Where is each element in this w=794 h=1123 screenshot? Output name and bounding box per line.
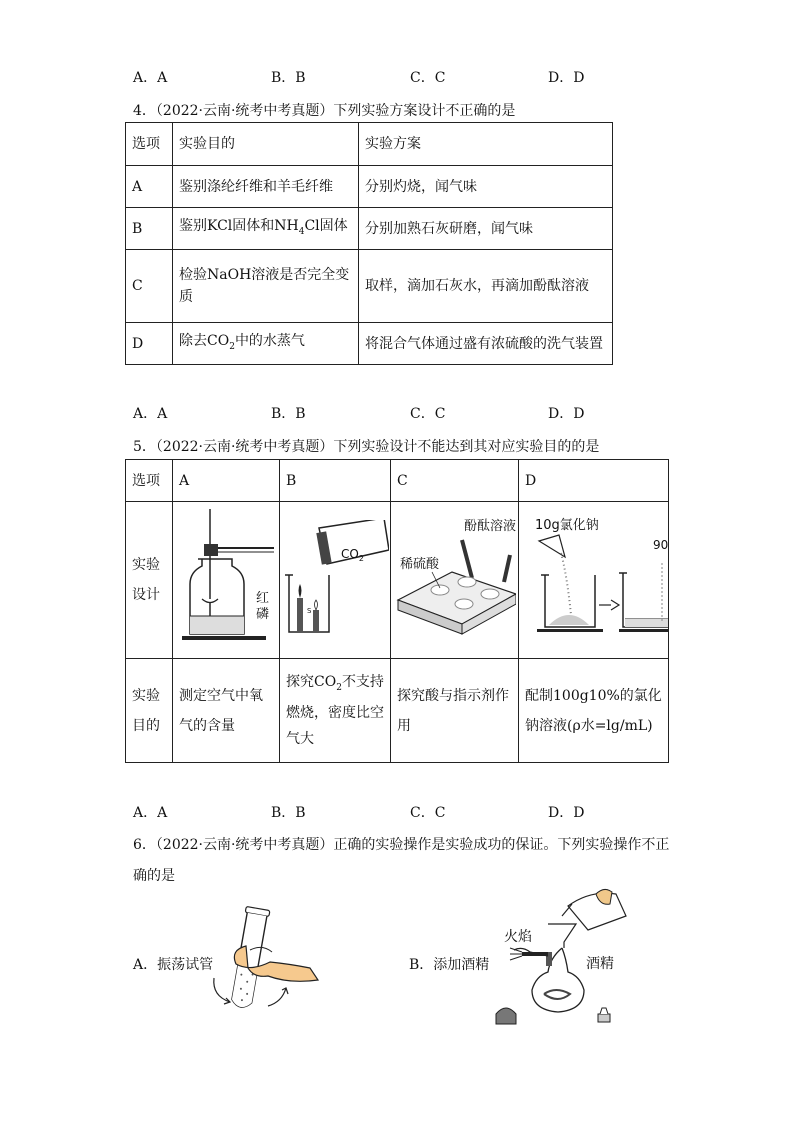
q5-header-b: B — [280, 460, 391, 502]
q4-row-b-purpose: 鉴别KCl固体和$NH_4Cl$固体 — [173, 208, 359, 250]
q5-figure-d — [519, 515, 668, 641]
table-row — [126, 166, 613, 208]
q4-table — [125, 122, 613, 365]
q5-a-phosphorus-label-1: 红 — [256, 591, 270, 606]
q6-option-a: A．振荡试管 — [133, 957, 214, 973]
q4-row-c-option: C — [126, 250, 173, 323]
q4-row-a-option: A — [126, 166, 173, 208]
q6-figure-b — [492, 886, 642, 1030]
q5-title: 5．（2022·云南·统考中考真题）下列实验设计不能达到其对应实验目的的是 — [133, 439, 600, 455]
q4-option-c: C．C — [410, 406, 446, 422]
q4-row-c-plan: 取样，滴加石灰水，再滴加酚酞溶液 — [359, 250, 613, 323]
table-row — [126, 123, 613, 166]
q4-row-b-plan: 分别加熟石灰研磨，闻气味 — [359, 208, 613, 250]
q5-option-c: C．C — [410, 805, 446, 821]
table-row — [126, 460, 669, 502]
q5-design-label: 实验设计 — [126, 502, 173, 659]
q4-header-plan: 实验方案 — [359, 123, 613, 166]
q5-header-c: C — [391, 460, 519, 502]
q3-option-d: D．D — [548, 70, 585, 86]
q4-option-d: D．D — [548, 406, 585, 422]
svg-text:S: S — [307, 607, 312, 615]
q5-purpose-b: 探究$CO_2$不支持燃烧，密度比空气大 — [280, 659, 391, 763]
table-row — [126, 250, 613, 323]
q6-option-b: B．添加酒精 — [409, 957, 490, 973]
q6-figure-a — [210, 906, 322, 1018]
q5-b-co2-label: $CO_2$ — [341, 547, 364, 563]
q5-option-a: A．A — [133, 805, 168, 821]
q4-option-a: A．A — [133, 406, 168, 422]
q5-c-acid-label: 稀硫酸 — [400, 557, 440, 572]
q5-figure-a — [174, 504, 276, 654]
q4-row-a-purpose: 鉴别涤纶纤维和羊毛纤维 — [173, 166, 359, 208]
q6-b-alcohol-label: 酒精 — [586, 956, 614, 972]
q4-row-c-purpose: 检验NaOH溶液是否完全变质 — [173, 250, 359, 323]
q4-row-b-option: B — [126, 208, 173, 250]
q5-figure-b — [279, 520, 389, 638]
table-row — [126, 208, 613, 250]
table-row — [126, 659, 669, 763]
q5-header-option: 选项 — [126, 460, 173, 502]
q5-d-nacl-label: 10g氯化钠 — [535, 518, 599, 533]
q5-purpose-label: 实验目的 — [126, 659, 173, 763]
q3-option-b: B．B — [271, 70, 306, 86]
q5-header-a: A — [173, 460, 280, 502]
q4-header-purpose: 实验目的 — [173, 123, 359, 166]
q4-row-d-purpose: 除去$CO_2$中的水蒸气 — [173, 323, 359, 365]
q6-b-flame-label: 火焰 — [504, 929, 532, 945]
q5-purpose-a: 测定空气中氧气的含量 — [173, 659, 280, 763]
q5-purpose-d: 配制100g10%的氯化钠溶液(ρ水=lg/mL) — [519, 659, 669, 763]
q6-title-line1: 6．（2022·云南·统考中考真题）正确的实验操作是实验成功的保证。下列实验操作不正 — [133, 837, 670, 853]
q4-option-b: B．B — [271, 406, 306, 422]
table-row — [126, 323, 613, 365]
q4-row-a-plan: 分别灼烧，闻气味 — [359, 166, 613, 208]
q5-header-d: D — [519, 460, 669, 502]
q6-title-line2: 确的是 — [133, 868, 175, 884]
q5-c-phenol-label: 酚酞溶液 — [464, 519, 516, 534]
q4-row-d-plan: 将混合气体通过盛有浓硫酸的洗气装置 — [359, 323, 613, 365]
q4-row-d-option: D — [126, 323, 173, 365]
q5-option-d: D．D — [548, 805, 585, 821]
q5-option-b: B．B — [271, 805, 306, 821]
q5-figure-c — [392, 510, 516, 640]
q4-title: 4．（2022·云南·统考中考真题）下列实验方案设计不正确的是 — [133, 103, 516, 119]
q3-option-c: C．C — [410, 70, 446, 86]
q4-header-option: 选项 — [126, 123, 173, 166]
q5-d-90-label: 90 — [653, 538, 668, 552]
q3-option-a: A．A — [133, 70, 168, 86]
q5-a-phosphorus-label-2: 磷 — [256, 607, 270, 622]
q5-purpose-c: 探究酸与指示剂作用 — [391, 659, 519, 763]
